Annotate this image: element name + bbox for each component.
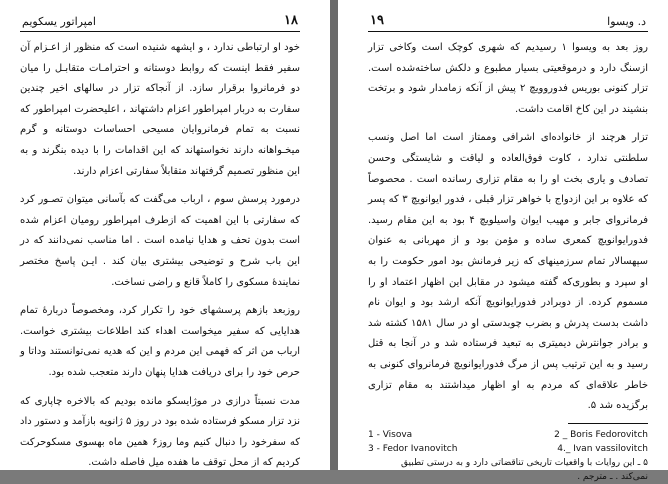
right-running-title: د. ویسوا	[607, 15, 646, 28]
footnotes	[368, 428, 648, 484]
footnote-3: 3 - Fedor Ivanovitch	[368, 443, 458, 454]
left-paragraph-3: روزبعد بازهم پرسشهای خود را تکرار کرد، ومخصوصاً دربارۀ تمام هدایایی که سفیر میخواست اهداء کند اطلاعات بیشتری خواست. ارباب من اثر که فهمی این مردم و این که هدیه نمی‌توانستند وداتا و حرص خود را برای دریافت هدایا پنهان دارند متعجب شده بود.	[20, 305, 300, 378]
left-paragraph-4: مدت نسبتاً درازی در موژایسکو مانده بودیم که بالاخره چاپاری که نزد تزار مسکو فرستاده شده بود در روز ۵ ژانویه بازآمد و دستور داد که سفرخود را دنبال کنیم وما روز۶ همین ماه بهسوی مسکوحرکت کردیم که از محل توقف ما هفده میل فاصله داشت.	[20, 395, 301, 469]
footnote-1: 1 - Visova	[368, 429, 413, 440]
right-paragraph-2: تزار هرچند از خانواده‌ای اشرافی وممتاز است اما اصل ونسب سلطنتی ندارد ، کاوت فوق‌العاده و لیاقت و شایستگی وحسن تصادف و یاری بخت او را به مقام تزاری رسانده است . محصوصاً که علاوه بر این ازدواج با خواهر تزار قبلی ، فدور ایوانویچ ۳ که پسر فرمانروای جابر و مهیب ایوان واسیلویچ ۴ بود به این مقام رسید. فدورایوانویچ کمعری ساده و مؤمن بود و از مهربانی به عنوان سپهسالار تمام سرزمینهای که زیر فرمانش بود امور حکومت را به او سپرد و بطوری‌که گفته میشود در مقابل این اظهار اعتماد او را مسموم کرده. از دوبرادر فدورایوانویچ آنکه ارشد بود و ایوان نام داشت بدست پدرش و بضرب چوبدستی او در سال ۱۵۸۱ کشته شد و برادر جوانترش دیمیتری به تبعید فرستاده شد و در آنجا به قتل رسید و به این ترتیب پس از مرگ فدورایوانویچ فرمانروای کنونی به خاطر علاقه‌ای که مردم به او اظهار میداشتند به مقام تزاری برگزیده شد ۵.	[368, 132, 649, 412]
footnote-4: 4._ Ivan vassilovitch	[557, 443, 648, 454]
right-page-body	[368, 38, 648, 417]
right-page-number: ۱۹	[370, 13, 384, 28]
footnote-row-2	[368, 442, 648, 456]
left-paragraph-1: خود او ارتباطی ندارد ، و ایشهه شنیده است که منظور از اعـزام آن سفیر فقط اینست که روابط دوستانه و احترامـات متقابـل را میان دو فرمانروا برقرار سازد. از آنجاکه تزار در سالهای اخیر چندین سفارت به دربار امپراطور اعزام داشتهاند ، اعلیحضرت امپراطور که نسبت به تمام فرمانروایان مسیحی احساسات دوستانه و گرم میخـواهانه دارند نخواستهاند که این اقدامات را با دیده بنگرند و به این منظور تصمیم گرفتهاند متقابلاً سفارتی اعزام دارند.	[20, 42, 300, 177]
left-page-header	[20, 8, 300, 32]
footnote-row-1	[368, 428, 648, 442]
footnote-5-line-1: ۵ ـ این روایات با واقعیات تاریخی تناقضاتی دارد و به درستی تطبیق	[401, 457, 648, 468]
left-page	[0, 0, 330, 470]
left-page-number: ۱۸	[284, 13, 298, 28]
right-page-header	[368, 8, 648, 32]
book-gutter	[330, 0, 338, 470]
right-paragraph-1: روز بعد به ویسوا ۱ رسیدیم که شهری کوچک است وکاخی تزار ازسنگ دارد و درموقعیتی بسیار مطبوع و دلکش ساخته‌شده است. تزار کنونی بوریس فدوروویچ ۲ پیش از آنکه زمامدار شود و برتخت بنشیند در این کاخ اقامت داشت.	[368, 42, 649, 115]
footnote-divider	[568, 423, 648, 424]
footnote-5-line-2: نمی‌کند . ـ مترجم .	[577, 471, 648, 482]
left-running-title: امپراتور یسکویم	[22, 15, 96, 28]
footnote-2: 2 _ Boris Fedorovitch	[554, 429, 648, 440]
right-page	[338, 0, 668, 482]
left-page-body	[20, 38, 300, 474]
left-paragraph-2: درمورد پرسش سوم ، ارباب می‌گفت که بآسانی میتوان تصـور کرد که سفارتی با این اهمیت که ازطرف امپراطور رومیان اعزام شده است بدون تحف و هدایا نیامده است . اما مناسب نمی‌دانند که در این باب شرح و توضیحی بیشتری بیان کند . ایـن پاسخ مختصر نمایندۀ مسکوی را کاملاً قانع و راضی نساخت.	[20, 194, 300, 288]
